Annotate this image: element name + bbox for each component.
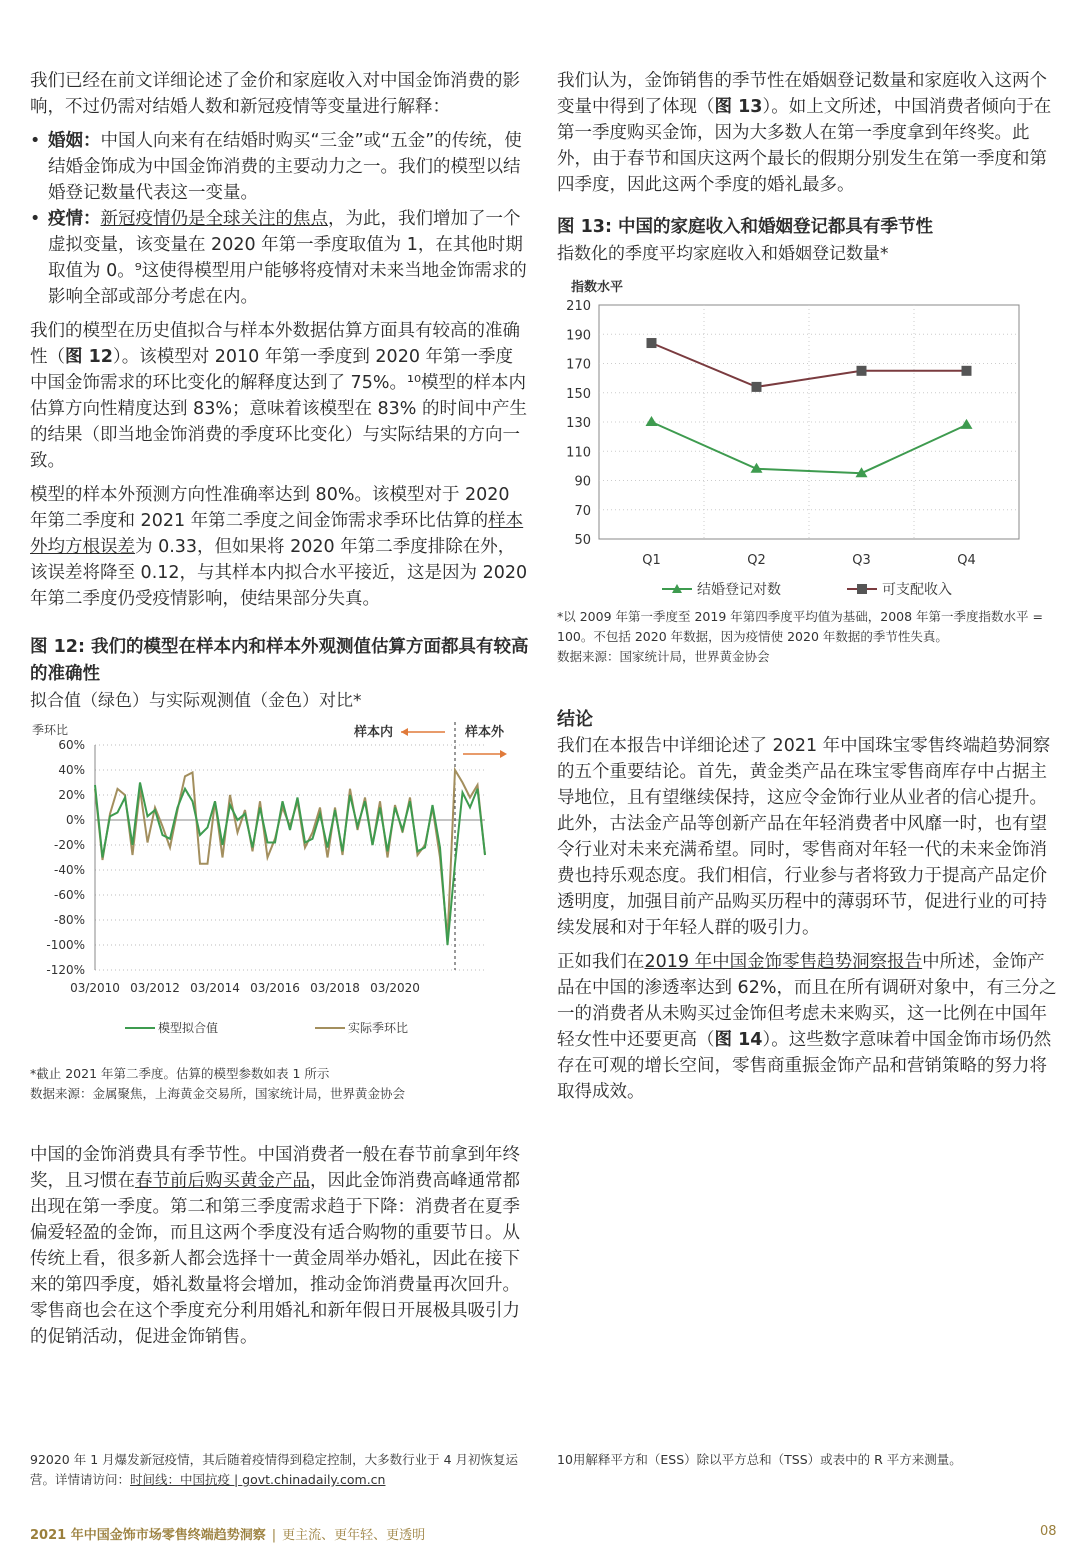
y-tick-label: 110 bbox=[566, 445, 591, 461]
paragraph: 我们已经在前文详细论述了金价和家庭收入对中国金饰消费的影响，不过仍需对结婚人数和新冠疫情等变量进行解释： bbox=[30, 71, 520, 117]
bullet-pandemic: • 疫情：新冠疫情仍是全球关注的焦点，为此，我们增加了一个虚拟变量，该变量在 2020 年第一季度取值为 1，在其他时期取值为 0。⁹这使得模型用户能够将疫情对未来当地金饰需求的影响全部或部分考虑在内。 bbox=[30, 206, 530, 310]
fig12-title: 图 12: 我们的模型在样本内和样本外观测值估算方面都具有较高的准确性 bbox=[30, 637, 529, 684]
y-tick-label: -100% bbox=[46, 938, 85, 952]
paragraph-accuracy: 我们的模型在历史值拟合与样本外数据估算方面具有较高的准确性（图 12）。该模型对 2010 年第一季度到 2020 年第一季度中国金饰需求的环比变化的解释度达到了 75%。¹⁰模型的样本内估算方向性精度达到 83%；意味着该模型在 83% 的时间中产生的结果（即当地金饰消费的季度环比变化）与实际结果的方向一致。 bbox=[30, 321, 527, 471]
fig12-subtitle: 拟合值（绿色）与实际观测值（金色）对比* bbox=[30, 691, 362, 711]
x-tick-label: Q3 bbox=[852, 553, 871, 568]
y-tick-label: 190 bbox=[566, 328, 591, 344]
marker-triangle bbox=[646, 416, 658, 426]
spring-festival-link[interactable]: 春节前后购买黄金产品 bbox=[135, 1171, 310, 1191]
footnote-10: 10用解释平方和（ESS）除以平方总和（TSS）或表中的 R 平方来测量。 bbox=[557, 1452, 962, 1467]
bullet-marriage: • 婚姻：中国人向来有在结婚时购买“三金”或“五金”的传统，使结婚金饰成为中国金饰消费的主要动力之一。我们的模型以结婚登记数量代表这一变量。 bbox=[30, 128, 530, 206]
series-line-模型拟合值 bbox=[95, 783, 485, 946]
y-tick-label: 70 bbox=[574, 503, 591, 519]
fig12-source: 数据来源：金属聚焦，上海黄金交易所，国家统计局，世界黄金协会 bbox=[30, 1086, 406, 1101]
y-tick-label: -60% bbox=[53, 888, 85, 902]
legend-label-actual: 实际季环比 bbox=[348, 1021, 409, 1035]
y-tick-label: -20% bbox=[53, 838, 85, 852]
y-tick-label: -40% bbox=[53, 863, 85, 877]
report-2019-link[interactable]: 2019 年中国金饰零售趋势洞察报告 bbox=[644, 952, 923, 972]
marker-triangle bbox=[961, 419, 973, 429]
x-tick-label: 03/2020 bbox=[370, 981, 420, 995]
y-axis-label: 季环比 bbox=[32, 723, 69, 737]
x-tick-label: 03/2010 bbox=[70, 981, 120, 995]
page-number: 08 bbox=[1040, 1524, 1057, 1539]
marker-square bbox=[647, 338, 657, 348]
y-tick-label: 60% bbox=[58, 738, 85, 752]
marker-square bbox=[962, 366, 972, 376]
in-sample-label: 样本内 bbox=[353, 725, 393, 740]
fig13-source: 数据来源：国家统计局，世界黄金协会 bbox=[557, 649, 770, 664]
y-tick-label: 170 bbox=[566, 357, 591, 373]
conclusion-heading: 结论 bbox=[557, 709, 593, 730]
series-line-实际季环比 bbox=[95, 770, 485, 939]
fig14-ref[interactable]: 图 14 bbox=[714, 1030, 763, 1050]
legend-label-fit: 模型拟合值 bbox=[158, 1021, 219, 1035]
y-tick-label: 40% bbox=[58, 763, 85, 777]
paragraph-seasonal: 中国的金饰消费具有季节性。中国消费者一般在春节前拿到年终奖，且习惯在春节前后购买黄金产品，因此金饰消费高峰通常都出现在第一季度。第二和第三季度需求趋于下降：消费者在夏季偏爱轻盈的金饰，而且这两个季度没有适合购物的重要节日。从传统上看，很多新人都会选择十一黄金周举办婚礼，因此在接下来的第四季度，婚礼数量将会增加，推动金饰消费量再次回升。零售商也会在这个季度充分利用婚礼和新年假日开展极具吸引力的促销活动，促进金饰销售。 bbox=[30, 1145, 520, 1347]
y-tick-label: 50 bbox=[574, 533, 591, 548]
x-tick-label: Q1 bbox=[642, 553, 661, 568]
fig12-chart bbox=[30, 720, 530, 1060]
fig12-ref[interactable]: 图 12 bbox=[65, 347, 113, 367]
fig13-chart bbox=[557, 273, 1057, 603]
x-tick-label: 03/2014 bbox=[190, 981, 240, 995]
legend-marker-income bbox=[857, 584, 867, 594]
footnote-9: 92020 年 1 月爆发新冠疫情，其后随着疫情得到稳定控制，大多数行业于 4 月初恢复运营。详情请访问：时间线：中国抗疫 | govt.chinadaily.com.cn bbox=[30, 1452, 519, 1487]
y-tick-label: 20% bbox=[58, 788, 85, 802]
legend-label-marriage: 结婚登记对数 bbox=[697, 582, 781, 598]
paragraph-oos: 模型的样本外预测方向性准确率达到 80%。该模型对于 2020 年第二季度和 2021 年第二季度之间金饰需求季环比估算的样本外均方根误差为 0.33，但如果将 2020 年第二季度排除在外，该误差将降至 0.12，与其样本内拟合水平接近，这是因为 2020 年第二季度仍受疫情影响，使结果部分失真。 bbox=[30, 485, 528, 609]
fig13-title: 图 13: 中国的家庭收入和婚姻登记都具有季节性 bbox=[557, 217, 934, 237]
paragraph-conclusion: 我们在本报告中详细论述了 2021 年中国珠宝零售终端趋势洞察的五个重要结论。首先，黄金类产品在珠宝零售商库存中占据主导地位，且有望继续保持，这应令金饰行业从业者的信心提升。此外，古法金产品等创新产品在年轻消费者中风靡一时，也有望令行业对未来充满希望。同时，零售商对年轻一代的未来金饰消费也持乐观态度。我们相信，行业参与者将致力于提高产品定价透明度，加强目前产品购买历程中的薄弱环节，促进行业的可持续发展和对于年轻人群的吸引力。 bbox=[557, 736, 1051, 938]
marker-square bbox=[857, 366, 867, 376]
marker-square bbox=[752, 382, 762, 392]
in-sample-arrowhead bbox=[401, 728, 408, 736]
legend-label-income: 可支配收入 bbox=[882, 582, 952, 598]
y-tick-label: -120% bbox=[46, 963, 85, 977]
out-sample-label: 样本外 bbox=[465, 725, 505, 740]
rmse-link[interactable]: 样本外均方根误差 bbox=[30, 511, 524, 557]
y-tick-label: 210 bbox=[566, 299, 591, 314]
report-title: 2021 年中国金饰市场零售终端趋势洞察 bbox=[30, 1528, 266, 1543]
out-sample-arrowhead bbox=[500, 750, 507, 758]
paragraph: 我们认为，金饰销售的季节性在婚姻登记数量和家庭收入这两个变量中得到了体现（图 13）。如上文所述，中国消费者倾向于在第一季度购买金饰，因为大多数人在第一季度拿到年终奖。此外，由于春节和国庆这两个最长的假期分别发生在第一季度和第四季度，因此这两个季度的婚礼最多。 bbox=[557, 71, 1052, 195]
y-tick-label: 150 bbox=[566, 386, 591, 402]
pandemic-link[interactable]: 新冠疫情仍是全球关注的焦点 bbox=[100, 209, 328, 229]
y-tick-label: 0% bbox=[65, 813, 85, 827]
x-tick-label: 03/2012 bbox=[130, 981, 180, 995]
timeline-link[interactable]: 时间线：中国抗疫 | govt.chinadaily.com.cn bbox=[130, 1472, 386, 1487]
right-column bbox=[557, 68, 1057, 1105]
x-tick-label: Q2 bbox=[747, 553, 766, 568]
paragraph-penetration: 正如我们在2019 年中国金饰零售趋势洞察报告中所述，金饰产品在中国的渗透率达到 62%，而且在所有调研对象中，有三分之一的消费者从未购买过金饰但考虑未来购买，这一比例在中国年轻女性中还要更高（图 14）。这些数字意味着中国金饰市场仍然存在可观的增长空间，零售商重振金饰产品和营销策略的努力将取得成效。 bbox=[557, 952, 1057, 1102]
y-tick-label: -80% bbox=[53, 913, 85, 927]
report-tagline: 更主流、更年轻、更透明 bbox=[282, 1528, 426, 1543]
left-column bbox=[30, 68, 530, 1350]
fig13-ref[interactable]: 图 13 bbox=[714, 97, 763, 117]
y-tick-label: 130 bbox=[566, 416, 591, 431]
fig13-subtitle: 指数化的季度平均家庭收入和婚姻登记数量* bbox=[557, 244, 889, 264]
y-axis-label: 指数水平 bbox=[571, 280, 624, 295]
fig12-note: *截止 2021 年第二季度。估算的模型参数如表 1 所示 bbox=[30, 1066, 330, 1081]
page-footer: 2021 年中国金饰市场零售终端趋势洞察 | 更主流、更年轻、更透明 bbox=[30, 1528, 426, 1543]
x-tick-label: 03/2018 bbox=[310, 981, 360, 995]
y-tick-label: 90 bbox=[574, 474, 591, 490]
x-tick-label: 03/2016 bbox=[250, 981, 300, 995]
x-tick-label: Q4 bbox=[957, 553, 976, 568]
fig13-note: *以 2009 年第一季度至 2019 年第四季度平均值为基础，2008 年第一季度指数水平 = 100。不包括 2020 年数据，因为疫情使 2020 年数据的季节性失真。 bbox=[557, 609, 1043, 644]
